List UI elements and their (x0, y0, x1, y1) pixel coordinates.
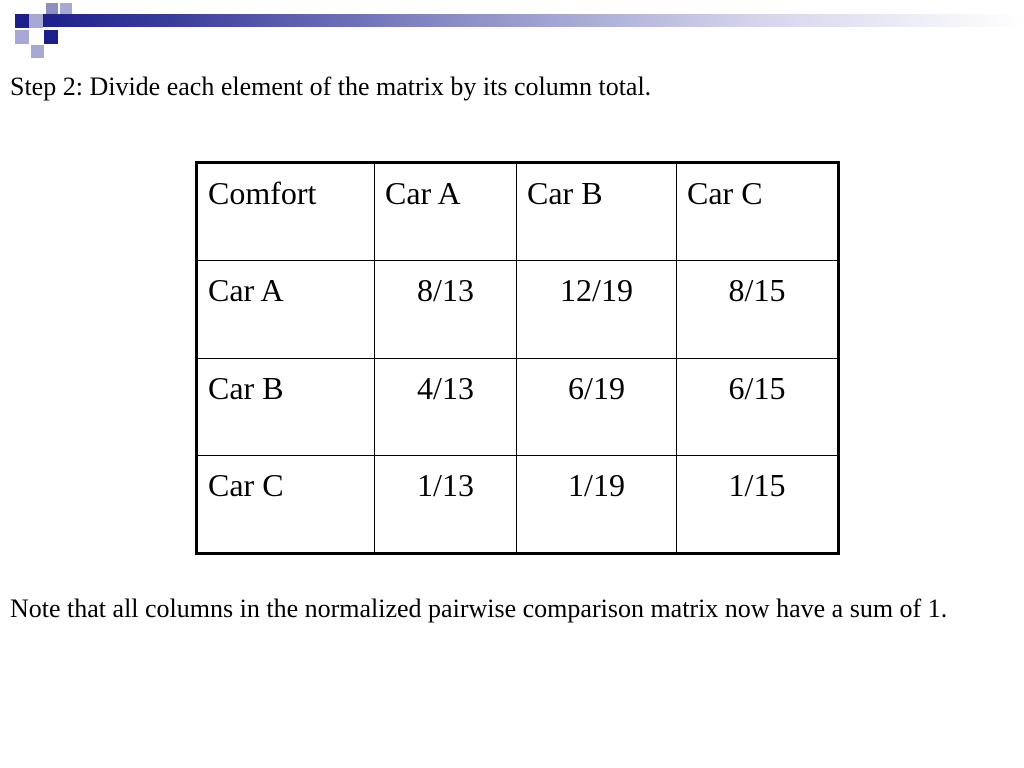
normalized-comparison-matrix (195, 161, 840, 555)
decor-square (46, 3, 58, 14)
table-row (197, 358, 839, 456)
header-gradient-bar (36, 14, 1024, 27)
table-header-cell: Comfort (197, 163, 375, 261)
decor-square (29, 14, 43, 28)
row-label: Car A (197, 260, 375, 358)
decor-square (31, 45, 44, 58)
table-row (197, 260, 839, 358)
note-paragraph: Note that all columns in the normalized pairwise comparison matrix now have a sum of 1. (10, 594, 948, 623)
table-cell: 1/19 (517, 456, 677, 554)
table-cell: 8/15 (677, 260, 839, 358)
table-header-cell: Car C (677, 163, 839, 261)
slide-header-decoration (0, 0, 1024, 64)
table-cell: 6/15 (677, 358, 839, 456)
table-cell: 6/19 (517, 358, 677, 456)
table-cell: 12/19 (517, 260, 677, 358)
decor-square (60, 3, 72, 14)
step-instruction: Step 2: Divide each element of the matrix by its column total. (10, 72, 652, 101)
decor-square (15, 14, 29, 28)
table-header-cell: Car B (517, 163, 677, 261)
table-cell: 1/13 (375, 456, 517, 554)
row-label: Car B (197, 358, 375, 456)
decor-square (44, 30, 58, 44)
row-label: Car C (197, 456, 375, 554)
table-header-cell: Car A (375, 163, 517, 261)
table-cell: 4/13 (375, 358, 517, 456)
table-header-row (197, 163, 839, 261)
table-row (197, 456, 839, 554)
table-cell: 8/13 (375, 260, 517, 358)
table-cell: 1/15 (677, 456, 839, 554)
decor-square (15, 30, 29, 44)
